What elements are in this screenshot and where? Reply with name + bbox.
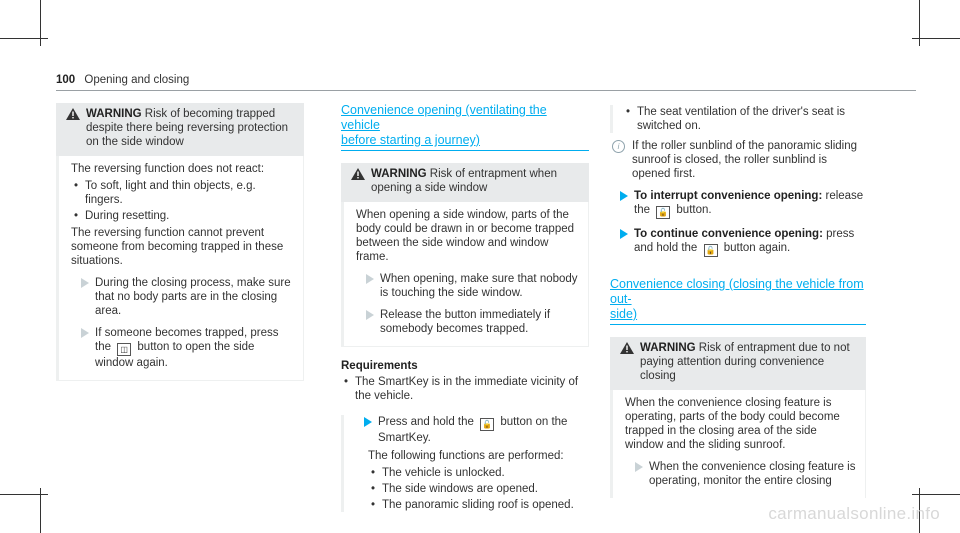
list-item: • To soft, light and thin objects, e.g. fingers.: [71, 179, 295, 207]
section-rule: [610, 324, 866, 325]
section-name: Opening and closing: [84, 74, 190, 86]
info-note: i If the roller sunblind of the panoramic sliding sunroof is closed, the roller sunblind is opened first.: [610, 139, 866, 181]
crop-mark: [40, 488, 41, 533]
paragraph: The following functions are performed:: [368, 450, 564, 462]
page-number: 100: [56, 74, 76, 86]
warning-text: Risk of becoming trapped despite there being reversing protection on the side window: [86, 108, 289, 148]
list-item: • The vehicle is unlocked.: [368, 466, 589, 480]
column-left: [56, 103, 304, 381]
warning-icon: [351, 168, 365, 180]
warning-box: [341, 163, 589, 347]
warning-title: WARNING: [371, 168, 427, 180]
section-rule: [341, 150, 589, 151]
list-item: • The side windows are opened.: [368, 482, 589, 496]
arrow-icon: [81, 328, 89, 338]
watermark: carmanualsonline.info: [768, 504, 940, 523]
page-header: [56, 73, 916, 89]
unlock-button-icon: 🔓: [704, 244, 718, 257]
arrow-icon: [366, 274, 374, 284]
unlock-button-icon: 🔓: [480, 418, 494, 431]
column-middle: [341, 103, 589, 514]
instruction-step: During the closing process, make sure that no body parts are in the closing area.: [71, 276, 295, 318]
arrow-icon: [620, 229, 628, 239]
arrow-icon: [366, 310, 374, 320]
instruction-step: When the convenience closing feature is operating, monitor the entire closing: [625, 460, 857, 488]
crop-mark: [919, 0, 920, 46]
section-title: Convenience closing (closing the vehicle from out- side): [610, 277, 864, 321]
info-icon: i: [612, 140, 625, 153]
section-title: Convenience opening (ventilating the vehicle before starting a journey): [341, 103, 547, 147]
paragraph: When the convenience closing feature is operating, parts of the body could become trapped in the closing area of the side window and the sliding sunroof.: [625, 397, 840, 451]
warning-box: [56, 103, 304, 381]
instruction-step: Press and hold the 🔓 button on the SmartKey.: [354, 415, 589, 445]
header-rule: [56, 90, 916, 91]
paragraph: The reversing function does not react:: [71, 163, 265, 175]
window-button-icon: ◫: [117, 343, 131, 356]
instruction-box: [610, 105, 866, 133]
warning-title: WARNING: [640, 342, 696, 354]
paragraph: The reversing function cannot prevent someone from becoming trapped in these situations.: [71, 227, 284, 267]
instruction-step: If someone becomes trapped, press the ◫ button to open the side window again.: [71, 326, 295, 370]
unlock-button-icon: 🔓: [656, 206, 670, 219]
column-right: [610, 103, 866, 498]
warning-title: WARNING: [86, 108, 142, 120]
warning-text: Risk of entrapment when opening a side window: [371, 168, 557, 194]
instruction-step: To interrupt convenience opening: release the 🔓 button.: [610, 189, 866, 219]
arrow-icon: [620, 191, 628, 201]
warning-icon: [66, 108, 80, 120]
warning-icon: [620, 342, 634, 354]
instruction-step: To continue convenience opening: press and hold the 🔓 button again.: [610, 227, 866, 257]
list-item: • The SmartKey is in the immediate vicinity of the vehicle.: [341, 375, 589, 403]
list-item: • The panoramic sliding roof is opened.: [368, 498, 589, 512]
warning-text: Risk of entrapment due to not paying attention during convenience closing: [640, 342, 850, 382]
crop-mark: [40, 0, 41, 46]
paragraph: When opening a side window, parts of the body could be drawn in or become trapped between the side window and window frame.: [356, 209, 575, 263]
list-item: • The seat ventilation of the driver's seat is switched on.: [623, 105, 866, 133]
requirements-title: Requirements: [341, 360, 418, 372]
instruction-step: Release the button immediately if somebody becomes trapped.: [356, 308, 580, 336]
instruction-step: When opening, make sure that nobody is touching the side window.: [356, 272, 580, 300]
arrow-icon: [635, 462, 643, 472]
arrow-icon: [364, 417, 372, 427]
arrow-icon: [81, 278, 89, 288]
instruction-box: [341, 415, 589, 512]
list-item: • During resetting.: [71, 209, 295, 223]
warning-box: [610, 337, 866, 498]
